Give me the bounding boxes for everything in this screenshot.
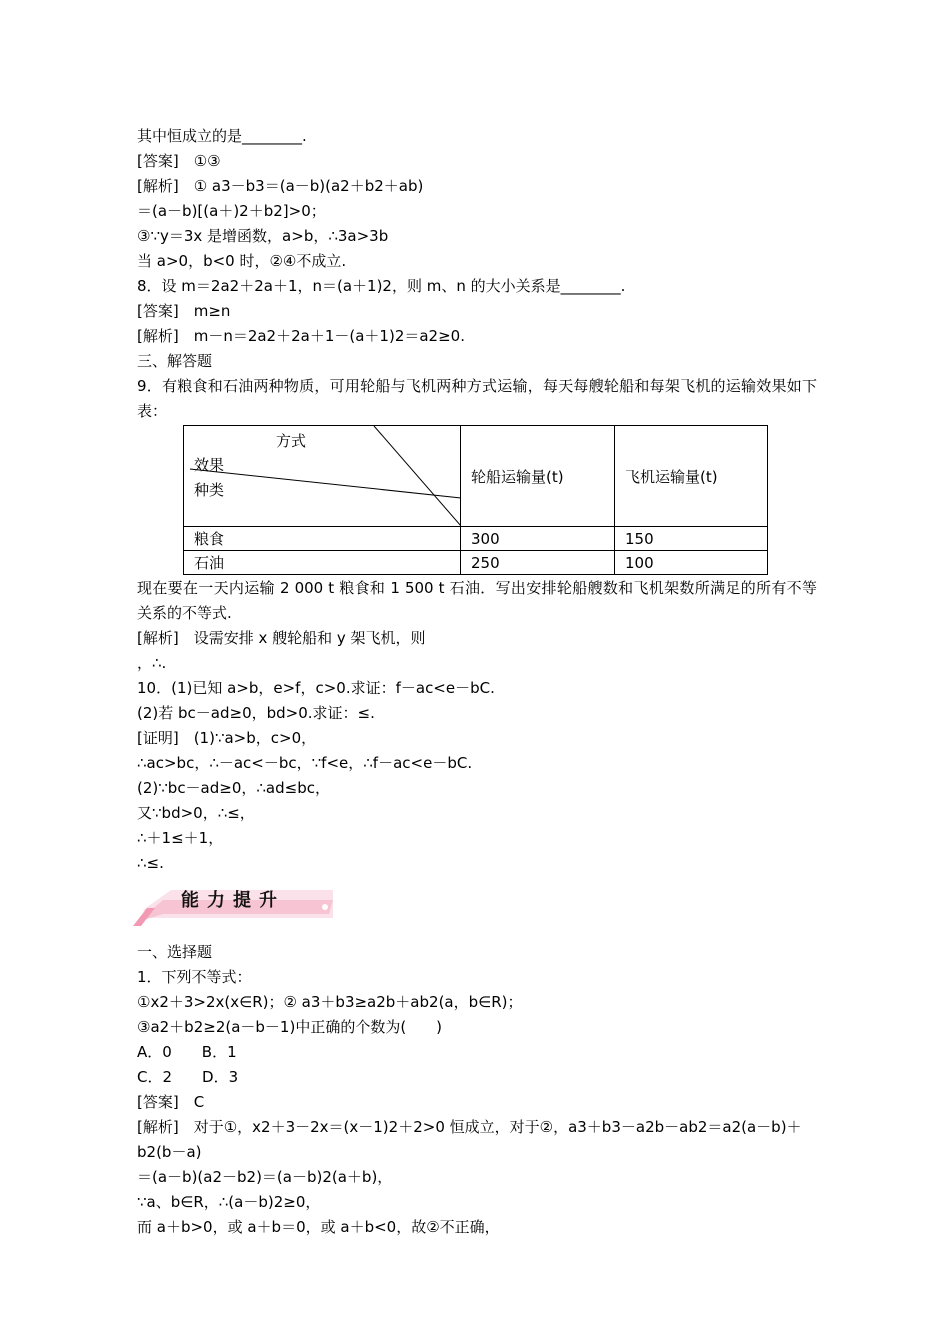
exercise-block-selection [137,940,817,1240]
row-label: 石油 [184,551,461,575]
text-line: [答案] C [137,1093,205,1111]
text-line: 10．(1)已知 a>b，e>f，c>0.求证：f－ac<e－bC. [137,679,495,697]
text-line: 而 a＋b>0，或 a＋b＝0，或 a＋b<0，故②不正确， [137,1218,500,1236]
document-page [137,124,817,1240]
plane-value: 150 [615,527,768,551]
answer-block-q7-q8 [137,124,817,374]
text-line: 1．下列不等式： [137,968,252,986]
plane-value: 100 [615,551,768,575]
header-mode-label: 方式 [276,432,307,450]
text-line: 8．设 m＝2a2＋2a＋1，n＝(a＋1)2，则 m、n 的大小关系是________. [137,277,626,295]
question-9-text: 9．有粮食和石油两种物质，可用轮船与飞机两种方式运输，每天每艘轮船和每架飞机的运输效果如下表： [137,377,817,420]
text-line: ③a2＋b2≥2(a－b－1)中正确的个数为( ) [137,1018,443,1036]
text-line: [答案] m≥n [137,302,231,320]
text-line: C．2 D．3 [137,1068,239,1086]
answer-block-q9-q10 [137,626,817,876]
text-line: 其中恒成立的是________. [137,127,307,145]
header-type-label: 种类 [194,481,225,499]
text-line: ∴≤. [137,854,164,872]
header-effect-label: 效果 [194,456,225,474]
ship-value: 250 [461,551,615,575]
text-line: 又∵bd>0，∴≤， [137,804,255,822]
banner-title: 能力提升 [181,890,285,911]
header-plane-capacity: 飞机运输量(t) [615,426,768,527]
text-line: [解析] 设需安排 x 艘轮船和 y 架飞机，则 [137,629,426,647]
text-line: ∵a、b∈R，∴(a－b)2≥0， [137,1193,321,1211]
text-line: ＝(a－b)[(a＋)2＋b2]>0； [137,202,326,220]
text-line: [解析] m－n＝2a2＋2a＋1－(a＋1)2＝a2≥0. [137,327,465,345]
row-label: 粮食 [184,527,461,551]
text-line: 三、解答题 [137,352,213,370]
text-line: ，∴. [137,654,167,672]
text-line: (2)若 bc－ad≥0，bd>0.求证：≤. [137,704,375,722]
text-line: ∴ac>bc，∴－ac<－bc，∵f<e，∴f－ac<e－bC. [137,754,473,772]
text-line: (2)∵bc－ad≥0，∴ad≤bc， [137,779,330,797]
text-line: 一、选择题 [137,943,213,961]
header-ship-capacity: 轮船运输量(t) [461,426,615,527]
ship-value: 300 [461,527,615,551]
text-line: [答案] ①③ [137,152,221,170]
section-banner [137,878,817,928]
text-line: b2(b－a) [137,1143,202,1161]
text-line: ①x2＋3>2x(x∈R)；② a3＋b3≥a2b＋ab2(a，b∈R)； [137,993,523,1011]
text-line: [解析] 对于①，x2＋3－2x＝(x－1)2＋2>0 恒成立，对于②，a3＋b3－a2b－ab2＝a2(a－b)＋ [137,1118,802,1136]
text-line: ∴＋1≤＋1， [137,829,224,847]
table-row [184,527,768,551]
text-line: ③∵y＝3x 是增函数，a>b，∴3a>3b [137,227,389,245]
diagonal-lines [184,426,461,526]
transport-table [183,425,768,575]
transport-table-wrapper [183,425,817,575]
text-line: [解析] ① a3－b3＝(a－b)(a2＋b2＋ab) [137,177,424,195]
text-line: ＝(a－b)(a2－b2)＝(a－b)2(a＋b)， [137,1168,393,1186]
text-line: 当 a>0，b<0 时，②④不成立. [137,252,347,270]
table-header-row [184,426,768,527]
question-9-requirement: 现在要在一天内运输 2 000 t 粮食和 1 500 t 石油．写出安排轮船艘数和飞机架数所满足的所有不等关系的不等式. [137,579,817,622]
diagonal-header-cell [184,426,461,527]
text-line: A．0 B．1 [137,1043,237,1061]
text-line: [证明] (1)∵a>b，c>0， [137,729,317,747]
table-row [184,551,768,575]
